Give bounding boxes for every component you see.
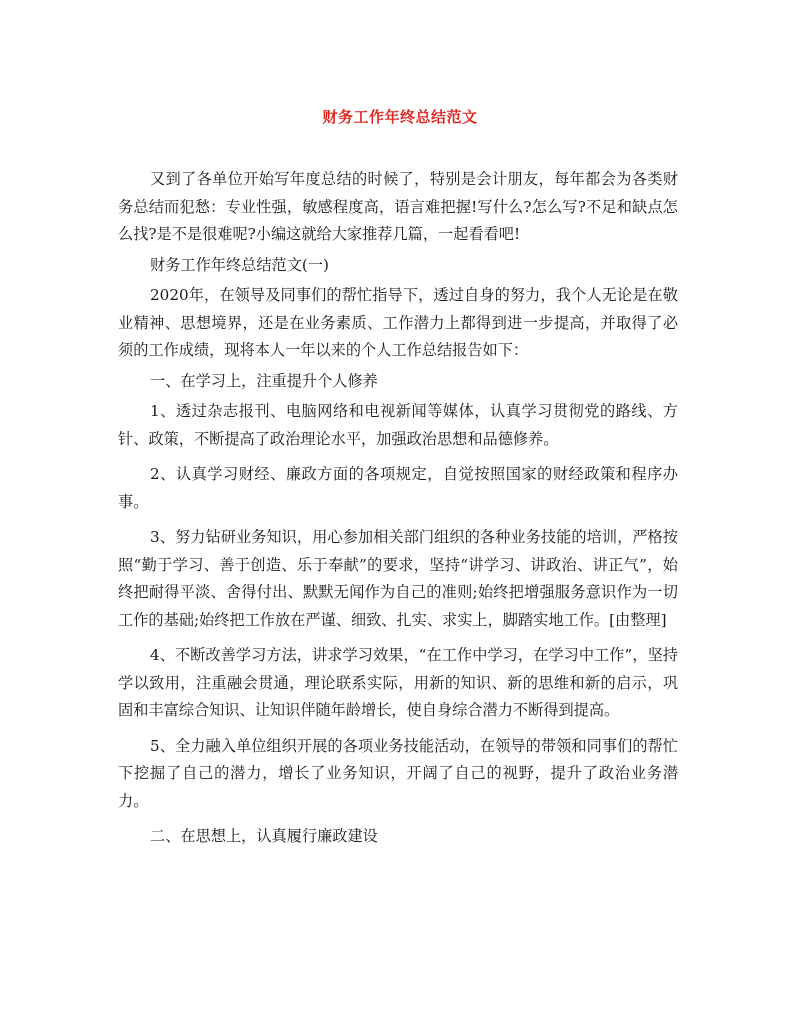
paragraph-item-1: 1、透过杂志报刊、电脑网络和电视新闻等媒体，认真学习贯彻党的路线、方针、政策，不断提高了政治理论水平，加强政治思想和品德修养。: [118, 402, 678, 448]
paragraph-item-5: 5、全力融入单位组织开展的各项业务技能活动，在领导的带领和同事们的帮忙下挖掘了自己的潜力，增长了业务知识，开阔了自己的视野，提升了政治业务潜力。: [118, 736, 678, 810]
section-heading-ideology: 二、在思想上，认真履行廉政建设: [150, 827, 378, 845]
section-heading-study: 一、在学习上，注重提升个人修养: [150, 371, 378, 390]
document-title: 财务工作年终总结范文: [322, 108, 478, 126]
section-heading-example-1: 财务工作年终总结范文(一): [150, 255, 329, 274]
paragraph-summary: 2020年，在领导及同事们的帮忙指导下，透过自身的努力，我个人无论是在敬业精神、思想境界，还是在业务素质、工作潜力上都得到进一步提高，并取得了必须的工作成绩，现将本人一年以来的个人工作总结报告如下：: [118, 286, 678, 359]
paragraph-item-4: 4、不断改善学习方法，讲求学习效果，“在工作中学习，在学习中工作”，坚持学以致用，注重融会贯通，理论联系实际，用新的知识、新的思维和新的启示，巩固和丰富综合知识、让知识伴随年龄增长，使自身综合潜力不断得到提高。: [118, 646, 678, 719]
paragraph-intro: 又到了各单位开始写年度总结的时候了，特别是会计朋友，每年都会为各类财务总结而犯愁：专业性强，敏感程度高，语言难把握!写什么?怎么写?不足和缺点怎么找?是不是很难呢?小编这就给大家推荐几篇，一起看看吧!: [118, 170, 678, 243]
paragraph-item-3: 3、努力钻研业务知识，用心参加相关部门组织的各种业务技能的培训，严格按照“勤于学习、善于创造、乐于奉献”的要求，坚持“讲学习、讲政治、讲正气”，始终把耐得平淡、舍得付出、默默无闻作为自己的准则;始终把增强服务意识作为一切工作的基础;始终把工作放在严谨、细致、扎实、求实上，脚踏实地工作。[由整理]: [118, 528, 678, 629]
paragraph-item-2: 2、认真学习财经、廉政方面的各项规定，自觉按照国家的财经政策和程序办事。: [118, 465, 678, 511]
document-body: [118, 166, 678, 859]
